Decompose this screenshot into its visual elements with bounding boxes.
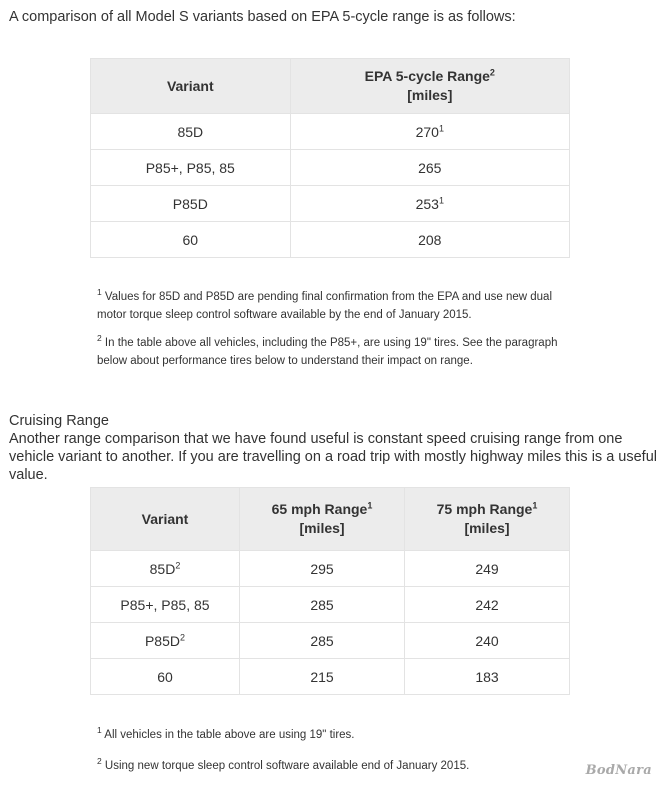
cell-variant: 60 xyxy=(91,659,240,695)
table-row xyxy=(91,623,570,659)
cell-variant: P85D xyxy=(91,186,291,222)
header-variant: Variant xyxy=(91,488,240,551)
cell-75mph-range: 249 xyxy=(405,551,570,587)
footnote-3: $^1$ All vehicles in the table above are using 19" tires. xyxy=(97,725,355,741)
epa-range-table xyxy=(90,58,570,258)
cell-epa-range: 265 xyxy=(290,150,569,186)
cell-variant: 85D xyxy=(91,114,291,150)
footnote-4: $^2$ Using new torque sleep control software available end of January 2015. xyxy=(97,756,470,772)
cell-variant: 60 xyxy=(91,222,291,258)
cell-epa-range: 208 xyxy=(290,222,569,258)
header-variant: Variant xyxy=(91,59,291,114)
cell-variant: P85+, P85, 85 xyxy=(91,587,240,623)
table-row xyxy=(91,551,570,587)
table-row xyxy=(91,222,570,258)
table-row xyxy=(91,186,570,222)
table-row xyxy=(91,587,570,623)
table-header-row xyxy=(91,59,570,114)
cell-variant: $P85D^2$ xyxy=(91,623,240,659)
footnote-2: $^2$ In the table above all vehicles, including the P85+, are using 19" tires. See the paragraph below about performance tires below to understand their impact on range. xyxy=(97,333,558,367)
section-body: Another range comparison that we have found useful is constant speed cruising range from one vehicle variant to another. If you are travelling on a road trip with mostly highway miles this is a useful value. xyxy=(9,431,657,483)
header-epa-range: EPA 5-cycle Range$^2$ [miles] xyxy=(290,59,569,114)
cruising-range-section xyxy=(9,412,659,484)
table-row xyxy=(91,150,570,186)
footnote-1: $^1$ Values for 85D and P85D are pending final confirmation from the EPA and use new dual motor torque sleep control software available by the end of January 2015. xyxy=(97,287,552,321)
header-75mph-range: 75 mph Range$^1$ [miles] xyxy=(405,488,570,551)
cell-variant: P85+, P85, 85 xyxy=(91,150,291,186)
cell-epa-range: $253^1$ xyxy=(290,186,569,222)
cell-65mph-range: 295 xyxy=(240,551,405,587)
table-header-row xyxy=(91,488,570,551)
table-row xyxy=(91,659,570,695)
section-heading: Cruising Range xyxy=(9,413,109,429)
cell-epa-range: $270^1$ xyxy=(290,114,569,150)
header-65mph-range: 65 mph Range$^1$ [miles] xyxy=(240,488,405,551)
cell-75mph-range: 183 xyxy=(405,659,570,695)
cell-65mph-range: 285 xyxy=(240,587,405,623)
cell-variant: $85D^2$ xyxy=(91,551,240,587)
cell-75mph-range: 242 xyxy=(405,587,570,623)
intro-text: A comparison of all Model S variants based on EPA 5-cycle range is as follows: xyxy=(9,9,516,25)
cell-75mph-range: 240 xyxy=(405,623,570,659)
cell-65mph-range: 285 xyxy=(240,623,405,659)
cell-65mph-range: 215 xyxy=(240,659,405,695)
watermark-logo: BodNara xyxy=(585,763,652,778)
cruising-range-table xyxy=(90,487,570,695)
table-row xyxy=(91,114,570,150)
